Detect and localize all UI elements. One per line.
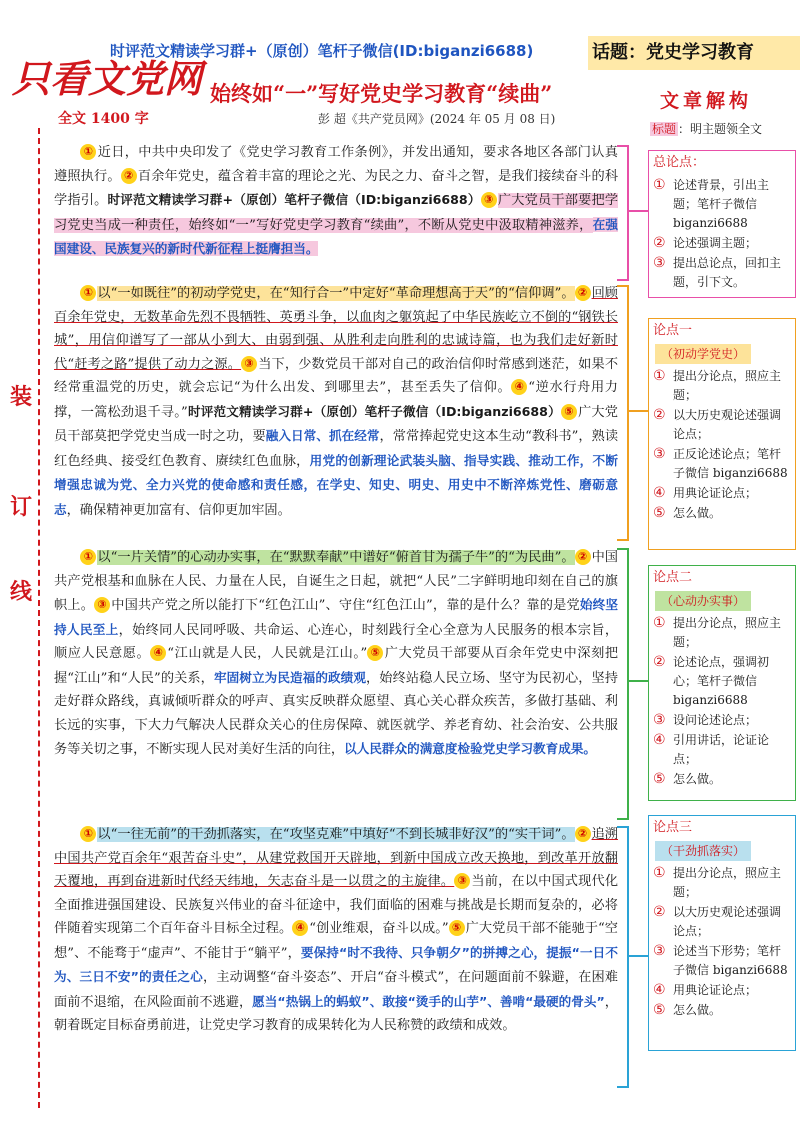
box-item [649, 254, 795, 292]
sentence-text: 广大党员干部要从百余年党史中深刻把握“江山”和“人民”的关系， [54, 646, 619, 686]
title-tag: 标题 [652, 122, 677, 136]
box-subheading: （干劲抓落实） [655, 841, 751, 861]
brace-stem [629, 410, 649, 412]
sentence-number: ① [80, 826, 96, 842]
item-number: ⑤ [653, 505, 666, 521]
emphasis-text: 融入日常、抓在经常 [265, 428, 380, 443]
sentence-number: ④ [150, 645, 166, 661]
box-item [649, 864, 795, 902]
sentence-number: ④ [511, 379, 527, 395]
box-item [649, 770, 795, 789]
sentence-number: ⑤ [367, 645, 383, 661]
quote-text: “江山就是人民，人民就是江山。” [167, 646, 368, 661]
sentence-text: 广大党员干部不能驰于“空想”、不能骛于“虚声”、不能甘于“躺平”， [54, 921, 618, 961]
item-text: 设问论述论点； [673, 713, 758, 727]
word-count: 全文 1400 字 [58, 111, 149, 127]
item-number: ⑤ [653, 1002, 666, 1018]
item-number: ① [653, 368, 666, 384]
analysis-box-point-2 [648, 565, 796, 801]
sentence-text: 追溯中国共产党百余年“艰苦奋斗史”，从建党救国开天辟地，到新中国成立改天换地，到改革开放翻天覆地，再到奋进新时代经天纬地，矢志奋斗是一以贯之的主旋律。 [54, 827, 618, 889]
box-heading: 论点一 [653, 323, 693, 338]
brace-intro [617, 145, 629, 281]
point-heading: 以“一如既往”的初动学党史，在“知行合一”中定好“革命理想高于天”的“信仰调”。 [97, 286, 575, 301]
item-text: 论述背景，引出主题；笔杆子微信 biganzi6688 [673, 178, 770, 230]
point-heading: 以“一往无前”的干劲抓落实，在“攻坚克难”中填好“不到长城非好汉”的“实干词”。 [97, 827, 575, 842]
sentence-text: 百余年党史，蕴含着丰富的理论之光、为民之力、奋斗之智，是我们接续奋斗的科学指引。 [54, 168, 619, 208]
paragraph-point-1 [50, 280, 620, 542]
item-text: 怎么做。 [673, 772, 722, 786]
topic-label: 话题：党史学习教育 [588, 36, 800, 70]
item-text: 以大历史观论述强调论点； [673, 408, 782, 441]
emphasis-text: 愿当“热锅上的蚂蚁”、敢接“烫手的山芋”、善啃“最硬的骨头” [252, 993, 605, 1009]
sentence-number: ① [80, 285, 96, 301]
sentence-text: 当前，在以中国式现代化全面推进强国建设、民族复兴伟业的奋斗征途中，我们面临的困难与挑战是长期而复杂的，必将伴随着实现第二个百年奋斗目标全过程。 [54, 874, 619, 936]
box-item [649, 942, 795, 980]
item-text: 以大历史观论述强调论点； [673, 905, 782, 938]
item-number: ② [653, 235, 666, 251]
item-text: 提出分论点，照应主题； [673, 616, 782, 649]
sentence-text: ，始终站稳人民立场、坚守为民初心，坚持走好群众路线，真诚倾听群众的呼声、真实反映群众愿望、真心关心群众疾苦，多做打基础、利长远的实事，下大力气解决人民群众关心的住房保障、就医就学、养老育幼、社会治安、公共服务等关切之事，不断实现人民对美好生活的向往， [54, 670, 619, 757]
sentence-number: ⑤ [561, 404, 577, 420]
item-number: ② [653, 654, 666, 670]
sentence-text: 中国共产党之所以能打下“红色江山”、守住“红色江山”，靠的是什么？靠的是党 [111, 598, 580, 613]
paragraph-point-2 [50, 544, 620, 820]
box-item [649, 484, 795, 503]
sentence-text: 广大党员干部莫把学党史当成一时之功，要 [54, 404, 618, 444]
item-text: 提出总论点，回扣主题，引下文。 [673, 256, 782, 289]
item-text: 提出分论点，照应主题； [673, 369, 782, 402]
sentence-number: ② [575, 826, 591, 842]
sentence-number: ① [80, 549, 96, 565]
sentence-number: ② [575, 285, 591, 301]
sentence-number: ④ [292, 920, 308, 936]
brace-point-3 [617, 826, 629, 1088]
sentence-number: ⑤ [449, 920, 465, 936]
box-item [649, 504, 795, 523]
brace-stem [629, 955, 649, 957]
item-text: 用典论证论点； [673, 486, 758, 500]
sidebar-title: 文章解构 [660, 90, 753, 112]
binding-char-3: 线 [9, 580, 32, 605]
sentence-text: ，确保精神更加富有、信仰更加牢固。 [66, 502, 291, 518]
analysis-box-intro [648, 150, 796, 298]
brace-stem [629, 680, 649, 682]
brace-point-1 [617, 285, 629, 541]
box-item [649, 1001, 795, 1020]
item-number: ③ [653, 446, 666, 462]
emphasis-text: 牢固树立为民造福的政绩观 [213, 669, 367, 685]
sentence-text: 中国共产党根基和血脉在人民、力量在人民，自诞生之日起，就把“人民”二字鲜明地印刻在自己的旗帜上。 [54, 550, 618, 613]
item-text: 正反论述论点；笔杆子微信 biganzi6688 [673, 447, 788, 480]
item-text: 怎么做。 [673, 1003, 722, 1017]
item-number: ③ [653, 255, 666, 271]
header-banner: 时评范文精读学习群+（原创）笔杆子微信(ID:biganzi6688) [110, 42, 534, 60]
paragraph-intro [50, 139, 620, 281]
thesis-text: 广大党员干部要把学习党史当成一种责任，始终如“一”写好党史学习教育“续曲”，不断从党史中汲取精神滋养， [54, 193, 619, 233]
article-title: 始终如“一”写好党史学习教育“续曲” [210, 81, 553, 106]
analysis-box-point-1 [648, 318, 796, 550]
box-heading: 论点三 [653, 820, 693, 835]
item-number: ② [653, 904, 666, 920]
item-number: ② [653, 407, 666, 423]
logo-text: 只看文党网 [12, 56, 203, 101]
box-heading: 论点二 [653, 570, 693, 585]
item-text: 用典论证论点； [673, 983, 758, 997]
sentence-text: ，主动调整“奋斗姿态”、开启“奋斗模式”，在问题面前不躲避，在困难面前不退缩，在风险面前不逃避， [54, 970, 618, 1010]
item-number: ① [653, 177, 666, 193]
item-text: 引用讲话，论证论点； [673, 733, 770, 766]
emphasis-text: 用党的创新理论武装头脑、指导实践、推动工作，不断增强忠诚为党、全力兴党的使命感和责任感，在学史、知史、明史、用史中不断淬炼党性、磨砺意志 [54, 452, 619, 517]
sentence-text: ，朝着既定目标奋勇前进，让党史学习教育的成果转化为人民称赞的政绩和成效。 [54, 994, 618, 1033]
box-subheading: （心动办实事） [655, 591, 751, 611]
analysis-box-point-3 [648, 815, 796, 1051]
title-tag-text: ：明主题领全文 [678, 122, 763, 136]
sentence-number: ③ [241, 356, 257, 372]
brace-point-2 [617, 548, 629, 820]
box-item [649, 653, 795, 710]
item-number: ④ [653, 982, 666, 998]
sentence-text: 近日，中共中央印发了《党史学习教育工作条例》，并发出通知，要求各地区各部门认真遵照执行。 [54, 145, 618, 184]
binding-char-1: 装 [9, 385, 32, 410]
sentence-number: ③ [94, 597, 110, 613]
quote-text: “创业维艰，奋斗以成。” [309, 921, 449, 936]
sidebar-title-note [650, 118, 798, 140]
sentence-number: ③ [481, 192, 497, 208]
box-subheading: （初动学党史） [655, 344, 751, 364]
emphasis-text: 以人民群众的满意度检验党史学习教育成果。 [344, 741, 596, 756]
sentence-number: ① [80, 144, 96, 160]
item-text: 论述论点，强调初心；笔杆子微信 biganzi6688 [673, 655, 770, 707]
item-number: ① [653, 615, 666, 631]
box-item [649, 981, 795, 1000]
item-text: 论述强调主题； [673, 236, 758, 250]
item-text: 论述当下形势；笔杆子微信 biganzi6688 [673, 944, 788, 977]
ad-text: 时评范文精读学习群+（原创）笔杆子微信（ID:biganzi6688） [107, 192, 481, 207]
item-number: ① [653, 865, 666, 881]
box-item [649, 445, 795, 483]
item-number: ③ [653, 943, 666, 959]
box-item [649, 176, 795, 233]
box-item [649, 711, 795, 730]
sentence-number: ② [121, 168, 137, 184]
thesis-emphasis: 在强国建设、民族复兴的新时代新征程上挺膺担当。 [54, 216, 618, 256]
box-item [649, 903, 795, 941]
emphasis-text: 始终坚持人民至上 [54, 597, 619, 637]
item-number: ③ [653, 712, 666, 728]
box-item [649, 406, 795, 444]
sentence-number: ③ [454, 873, 470, 889]
sentence-text: 当下，少数党员干部对自己的政治信仰时常感到迷茫，如果不经常重温党的历史，就会忘记“为什么出发、到哪里去”，甚至丢失了信仰。 [54, 356, 619, 395]
brace-stem [629, 210, 649, 212]
item-number: ④ [653, 732, 666, 748]
box-item [649, 367, 795, 405]
item-text: 怎么做。 [673, 506, 722, 520]
sentence-text: ，常常捧起党史这本生动“教科书”，熟读红色经典、接受红色教育、赓续红色血脉， [54, 429, 619, 469]
paragraph-point-3 [50, 821, 620, 1086]
box-item [649, 614, 795, 652]
quote-text: “逆水行舟用力撑，一篙松劲退千寻。” [54, 380, 618, 420]
box-heading: 总论点： [653, 155, 706, 170]
sentence-number: ② [575, 549, 591, 565]
sentence-text: ，始终同人民同呼吸、共命运、心连心，时刻践行全心全意为人民服务的根本宗旨，顺应人民意愿。 [54, 622, 619, 661]
sentence-text: 回顾百余年党史，无数革命先烈不畏牺牲、英勇斗争，以血肉之躯筑起了中华民族屹立不倒的“钢铁长城”，用信仰谱写了一部从小到大、由弱到强、从胜利走向胜利的忠诚诗篇，也为我们走好新时代“赶考之路”提供了动力之源。 [54, 286, 618, 372]
ad-text: 时评范文精读学习群+（原创）笔杆子微信（ID:biganzi6688） [187, 403, 561, 419]
box-item [649, 234, 795, 253]
item-number: ④ [653, 485, 666, 501]
point-heading: 以“一片关情”的心动办实事，在“默默奉献”中谱好“俯首甘为孺子牛”的“为民曲”。 [97, 550, 575, 565]
item-text: 提出分论点，照应主题； [673, 866, 782, 899]
item-number: ⑤ [653, 771, 666, 787]
box-item [649, 731, 795, 769]
author-line: 彭 超《共产党员网》(2024 年 05 月 08 日) [318, 112, 556, 126]
binding-char-2: 订 [9, 495, 32, 520]
emphasis-text: 要保持“时不我待、只争朝夕”的拼搏之心，提振“一日不为、三日不安”的责任之心 [54, 944, 618, 984]
